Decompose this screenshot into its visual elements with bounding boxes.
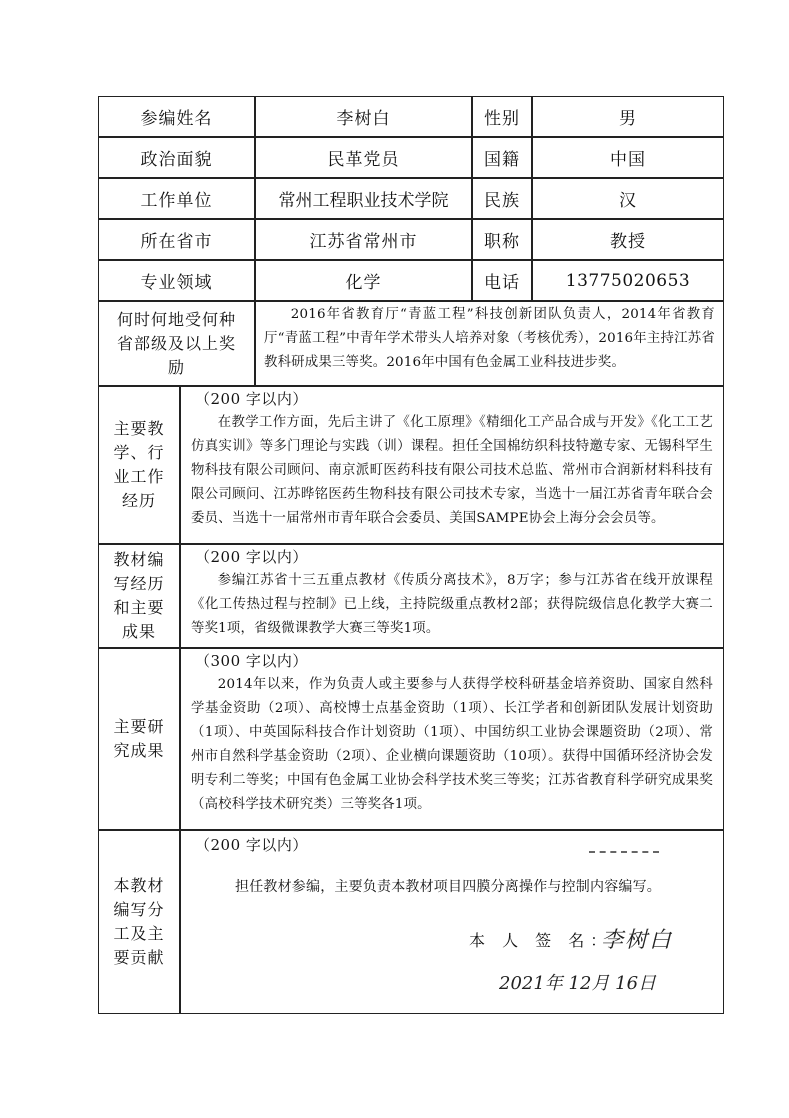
ethnicity-value: 汉 xyxy=(532,178,724,219)
title-label: 职称 xyxy=(472,219,532,260)
textbook-label xyxy=(98,544,180,648)
textbook-text: 参编江苏省十三五重点教材《传质分离技术》，8万字；参与江苏省在线开放课程《化工传热过程与控制》已上线，主持院级重点教材2部；获得院级信息化教学大赛二等奖1项，省级微课教学大赛三等奖1项。 xyxy=(191,573,713,636)
teaching-section xyxy=(180,386,724,544)
politics-value: 民革党员 xyxy=(255,137,472,178)
research-label-text: 主要研究成果 xyxy=(113,717,165,760)
phone-label: 电话 xyxy=(472,260,532,301)
teaching-limit: （200 字以内） xyxy=(195,390,308,408)
contribution-text: 担任教材参编，主要负责本教材项目四膜分离操作与控制内容编写。 xyxy=(235,879,661,895)
awards-text-body: 2016年省教育厅“青蓝工程”科技创新团队负责人，2014年省教育厅“青蓝工程”中青年学术带头人培养对象（考核优秀），2016年主持江苏省教科研成果三等奖。2016年中国有色金属工业科技进步奖。 xyxy=(264,307,715,370)
teaching-label-text: 主要教学、行业工作经历 xyxy=(113,419,165,510)
signature: 李树白 xyxy=(601,928,674,953)
contribution-section xyxy=(180,830,724,1014)
contribution-label-text: 本教材编写分工及主要贡献 xyxy=(113,876,165,967)
application-form xyxy=(98,96,724,1014)
awards-label xyxy=(98,301,255,386)
phone-value: 13775020653 xyxy=(532,260,724,301)
location-value: 江苏省常州市 xyxy=(255,219,472,260)
awards-text xyxy=(255,301,724,386)
name-label: 参编姓名 xyxy=(98,96,255,137)
field-label: 专业领域 xyxy=(98,260,255,301)
research-label xyxy=(98,648,180,830)
nationality-value: 中国 xyxy=(532,137,724,178)
politics-label: 政治面貌 xyxy=(98,137,255,178)
location-label: 所在省市 xyxy=(98,219,255,260)
gender-value: 男 xyxy=(532,96,724,137)
scribble-mark xyxy=(589,851,659,853)
research-section xyxy=(180,648,724,830)
sign-date: 2021年 12月 16日 xyxy=(499,973,657,994)
research-limit: （300 字以内） xyxy=(195,652,308,670)
signature-label: 本 人 签 名： xyxy=(469,931,613,950)
ethnicity-label: 民族 xyxy=(472,178,532,219)
contribution-limit: （200 字以内） xyxy=(195,836,308,854)
research-text: 2014年以来，作为负责人或主要参与人获得学校科研基金培养资助、国家自然科学基金资助（2项）、高校博士点基金资助（1项）、长江学者和创新团队发展计划资助（1项）、中英国际科技合作计划资助（1项）、中国纺织工业协会课题资助（2项）、常州市自然科学基金资助（2项）、企业横向课题资助（10项）。获得中国循环经济协会发明专利二等奖；中国有色金属工业协会科学技术奖三等奖；江苏省教育科学研究成果奖（高校科学技术研究类）三等奖各1项。 xyxy=(191,677,713,812)
contribution-label xyxy=(98,830,180,1014)
teaching-label xyxy=(98,386,180,544)
awards-label-text: 何时何地受何种省部级及以上奖励 xyxy=(116,309,236,377)
textbook-label-text: 教材编写经历和主要成果 xyxy=(113,550,165,641)
work-unit-label: 工作单位 xyxy=(98,178,255,219)
field-value: 化学 xyxy=(255,260,472,301)
nationality-label: 国籍 xyxy=(472,137,532,178)
teaching-text: 在教学工作方面，先后主讲了《化工原理》《精细化工产品合成与开发》《化工工艺仿真实训》等多门理论与实践（训）课程。担任全国棉纺织科技特邀专家、无锡科罕生物科技有限公司顾问、南京派町医药科技有限公司技术总监、常州市合润新材料科技有限公司顾问、江苏晔铭医药生物科技有限公司技术专家，当选十一届江苏省青年联合会委员、当选十一届常州市青年联合会委员、美国SAMPE协会上海分会会员等。 xyxy=(191,415,713,526)
title-value: 教授 xyxy=(532,219,724,260)
textbook-limit: （200 字以内） xyxy=(195,548,308,566)
work-unit-value: 常州工程职业技术学院 xyxy=(255,178,472,219)
name-value: 李树白 xyxy=(255,96,472,137)
gender-label: 性别 xyxy=(472,96,532,137)
textbook-section xyxy=(180,544,724,648)
